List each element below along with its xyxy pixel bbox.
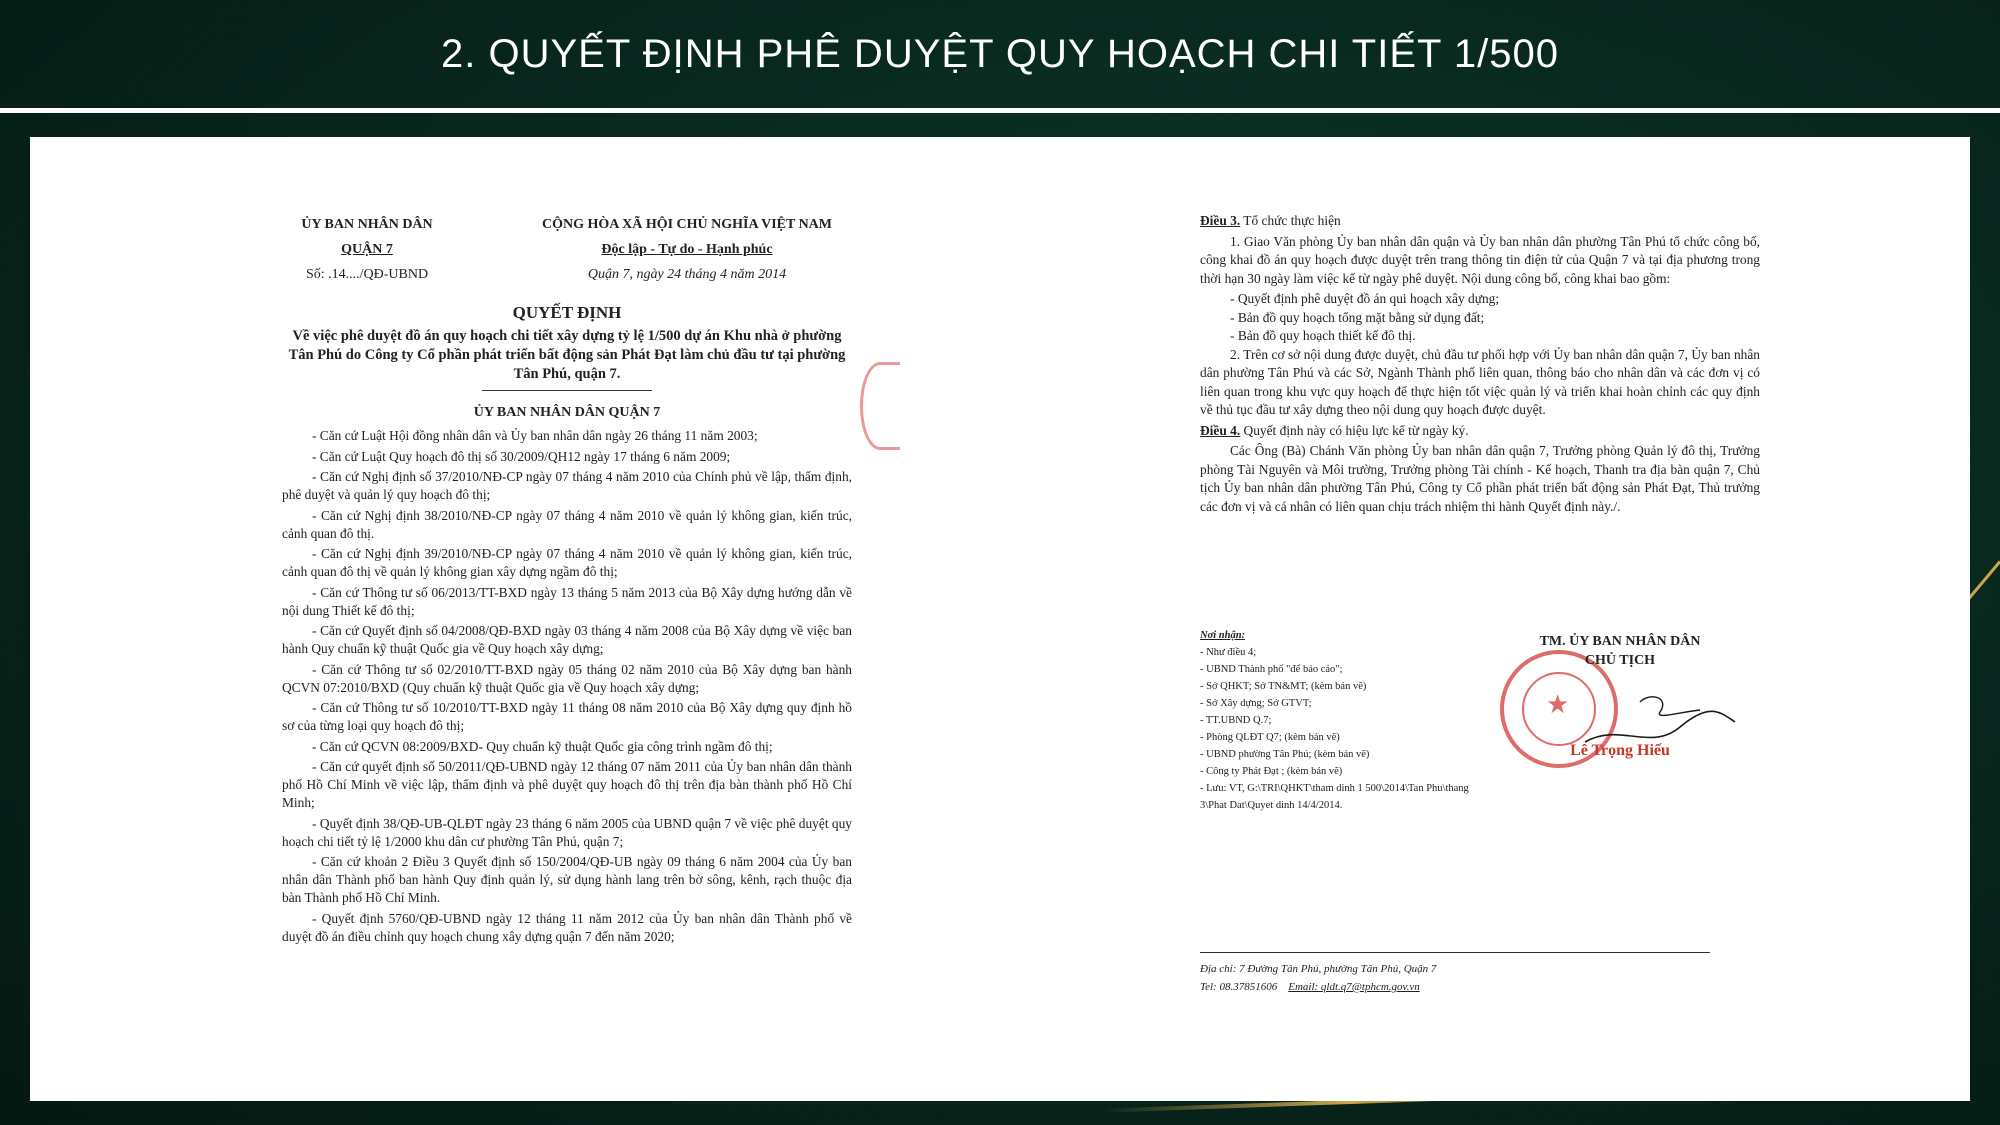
article-3-label: Điều 3. [1200,213,1241,228]
article-3-heading [1200,212,1760,231]
issue-date: Quận 7, ngày 24 tháng 4 năm 2014 [587,267,787,282]
header-bar [0,0,2000,108]
footer-divider [1200,952,1710,953]
signing-title: CHỦ TỊCH [1584,653,1656,668]
legal-basis-item: - Căn cứ khoản 2 Điều 3 Quyết định số 150/2004/QĐ-UB ngày 09 tháng 6 năm 2004 của Ủy ban nhân dân Thành phố ban hành Quy định quản lý, sử dụng hành lang trên bờ sông, kênh, rạch thuộc địa bàn Thành phố Hồ Chí Minh. [282,854,852,905]
article-3 [1200,212,1760,516]
signature-block [1500,632,1740,760]
recipients-block [1200,627,1470,814]
office-address: Địa chỉ: 7 Đường Tân Phú, phường Tân Phú, Quận 7 [1200,963,1437,975]
issuing-authority: ỦY BAN NHÂN DÂN QUẬN 7 [473,405,661,420]
header-divider [0,108,2000,113]
recipient-item: - Như điều 4; [1200,647,1257,658]
legal-bases-list [282,427,852,946]
legal-basis-item: - Căn cứ Quyết định số 04/2008/QĐ-BXD ngày 03 tháng 4 năm 2008 của Bộ Xây dựng về việc ban hành Quy chuẩn kỹ thuật Quốc gia về Quy hoạch xây dựng; [282,623,852,656]
recipient-item: - Lưu: VT, G:\TRI\QHKT\tham dinh 1 500\2014\Tan Phu\thang 3\Phat Dat\Quyet dinh 14/4/2014. [1200,783,1469,811]
legal-basis-item: - Căn cứ Luật Hội đồng nhân dân và Ủy ban nhân dân ngày 26 tháng 11 năm 2003; [312,428,758,443]
legal-basis-item: - Căn cứ Nghị định 38/2010/NĐ-CP ngày 07 tháng 4 năm 2010 về quản lý không gian, kiến trúc, cảnh quan đô thị. [282,507,852,541]
decision-number: Số: .14..../QĐ-UBND [305,267,429,282]
article-4-heading [1200,422,1760,441]
footer-contact [1200,960,1436,996]
legal-basis-item: - Quyết định 38/QĐ-UB-QLĐT ngày 23 tháng 6 năm 2005 của UBND quận 7 về việc phê duyệt quy hoạch chi tiết tỷ lệ 1/2000 khu dân cư phường Tân Phú, quận 7; [282,815,852,849]
disclosure-items-list [1230,290,1760,346]
recipient-item: - Sở Xây dựng; Sở GTVT; [1200,698,1312,709]
subject-divider [482,390,652,391]
legal-basis-item: - Căn cứ Luật Quy hoạch đô thị số 30/2009/QH12 ngày 17 tháng 6 năm 2009; [312,448,731,464]
nation-block [522,212,852,287]
contact-line [1200,978,1436,996]
legal-basis-item: - Căn cứ quyết định số 50/2011/QĐ-UBND ngày 12 tháng 07 năm 2011 của Ủy ban nhân dân thành phố Hồ Chí Minh về việc lập, thẩm định và phê duyệt quy hoạch đô thị trên địa bàn thành phố Hồ Chí Minh; [282,759,852,810]
recipient-item: - Sở QHKT; Sở TN&MT; (kèm bản vẽ) [1200,681,1367,692]
issuer-line: ỦY BAN NHÂN DÂN [301,217,433,232]
legal-basis-item: - Căn cứ QCVN 08:2009/BXD- Quy chuẩn kỹ thuật Quốc gia công trình ngầm đô thị; [312,738,773,754]
decision-title: QUYẾT ĐỊNH [512,303,622,322]
signer-name: Lê Trọng Hiếu [1570,742,1670,759]
article-3-paragraph-1: 1. Giao Văn phòng Ủy ban nhân dân quận và Ủy ban nhân dân phường Tân Phú tổ chức công bố, công khai đồ án quy hoạch được duyệt trên trang thông tin điện tử của Quận 7 và tại địa phương trong thời hạn 30 ngày làm việc kể từ ngày phê duyệt. Nội dung công bố, công khai bao gồm: [1200,233,1760,286]
legal-basis-item: - Căn cứ Thông tư số 10/2010/TT-BXD ngày 11 tháng 08 năm 2010 của Bộ Xây dựng quy định hồ sơ của từng loại quy hoạch đô thị; [282,700,852,733]
recipient-item: - TT.UBND Q.7; [1200,715,1272,726]
article-3-paragraph-2: 2. Trên cơ sở nội dung được duyệt, chủ đầu tư phối hợp với Ủy ban nhân dân quận 7, Ủy ban nhân dân phường Tân Phú và các Sở, Ngành Thành phố liên quan, thông báo cho nhân dân và các đơn vị có liên quan trong khu vực quy hoạch để thực hiện tốt việc quản lý và triển khai hoàn chỉnh các quy định về thủ tục đầu tư xây dựng theo nội dung quy hoạch được duyệt. [1200,346,1760,417]
article-4-label: Điều 4. [1200,422,1241,438]
recipient-item: - UBND Thành phố "để báo cáo"; [1200,664,1343,675]
legal-basis-item: - Căn cứ Nghị định 39/2010/NĐ-CP ngày 07 tháng 4 năm 2010 về quản lý không gian, kiến trúc, cảnh quan đô thị về quản lý không gian xây dựng ngầm đô thị; [282,546,852,579]
nation-name: CỘNG HÒA XÃ HỘI CHỦ NGHĨA VIỆT NAM [541,217,832,232]
office-phone: Tel: 08.37851606 [1200,981,1278,993]
recipients-heading: Nơi nhận: [1200,630,1246,641]
disclosure-item: - Bản đồ quy hoạch tổng mặt bằng sử dụng đất; [1230,309,1760,328]
article-4-paragraph: Các Ông (Bà) Chánh Văn phòng Ủy ban nhân dân quận 7, Trưởng phòng Quản lý đô thị, Trưởng phòng Tài Nguyên và Môi trường, Trưởng phòng Tài chính - Kế hoạch, Thanh tra địa bàn quận 7, Chủ tịch Ủy ban nhân dân phường Tân Phú, Công ty Cổ phần phát triển bất động sản Phát Đạt, Thủ trưởng các đơn vị và cá nhân có liên quan chịu trách nhiệm thi hành Quyết định này./. [1200,443,1760,514]
issuer-block [282,212,452,287]
document-scan-panel [30,137,1970,1101]
article-3-title: Tổ chức thực hiện [1243,213,1341,228]
signing-organization: TM. ỦY BAN NHÂN DÂN [1539,634,1701,649]
legal-basis-item: - Căn cứ Thông tư số 02/2010/TT-BXD ngày 05 tháng 02 năm 2010 của Bộ Xây dựng ban hành QCVN 07:2010/BXD (Quy chuẩn kỹ thuật Quốc gia về Quy hoạch xây dựng; [282,661,852,695]
nation-motto: Độc lập - Tự do - Hạnh phúc [601,242,773,257]
legal-basis-item: - Căn cứ Thông tư số 06/2013/TT-BXD ngày 13 tháng 5 năm 2013 của Bộ Xây dựng hướng dẫn về nội dung Thiết kế đô thị; [282,584,852,618]
legal-basis-item: - Căn cứ Nghị định số 37/2010/NĐ-CP ngày 07 tháng 4 năm 2010 của Chính phủ về lập, thẩm định, phê duyệt và quản lý quy hoạch đô thị; [282,469,852,502]
disclosure-item: - Bản đồ quy hoạch thiết kế đô thị. [1230,327,1760,346]
office-email: Email: qldt.q7@tphcm.gov.vn [1288,981,1420,993]
partial-red-stamp [860,362,900,450]
recipient-item: - Phòng QLĐT Q7; (kèm bản vẽ) [1200,732,1340,743]
document-header [282,212,852,287]
disclosure-item: - Quyết định phê duyệt đồ án qui hoạch xây dựng; [1230,290,1760,309]
recipient-item: - Công ty Phát Đạt ; (kèm bản vẽ) [1200,766,1343,777]
recipient-item: - UBND phường Tân Phú; (kèm bản vẽ) [1200,749,1370,760]
document-page-2 [1200,212,1760,993]
document-page-1 [282,212,852,948]
page-title: 2. QUYẾT ĐỊNH PHÊ DUYỆT QUY HOẠCH CHI TIẾT 1/500 [441,31,1559,76]
legal-basis-item: - Quyết định 5760/QĐ-UBND ngày 12 tháng 11 năm 2012 của Ủy ban nhân dân Thành phố về duyệt đồ án điều chỉnh quy hoạch chung xây dựng quận 7 đến năm 2020; [282,910,852,944]
star-icon: ★ [1546,690,1570,719]
decision-subject: Về việc phê duyệt đồ án quy hoạch chi tiết xây dựng tỷ lệ 1/500 dự án Khu nhà ở phường Tân Phú do Công ty Cổ phần phát triển bất động sản Phát Đạt làm chủ đầu tư tại phường Tân Phú, quận 7. [288,328,846,382]
issuer-district: QUẬN 7 [341,242,393,257]
article-4-title: Quyết định này có hiệu lực kể từ ngày ký. [1243,422,1469,438]
